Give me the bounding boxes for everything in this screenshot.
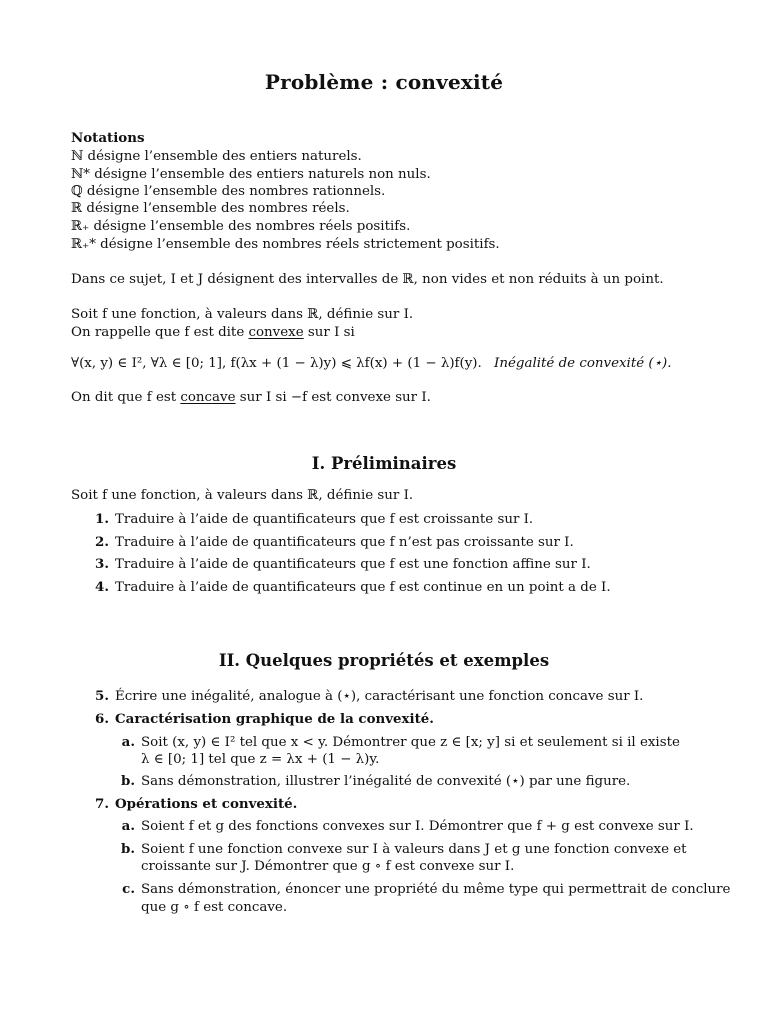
question-item: [71, 688, 643, 705]
question-text: Traduire à l’aide de quantificateurs que f n’est pas croissante sur I.: [115, 535, 574, 550]
subquestion-label: a.: [121, 734, 135, 750]
notation-line: ℝ₊ désigne l’ensemble des nombres réels positifs.: [71, 219, 411, 234]
definition-intro: Soit f une fonction, à valeurs dans ℝ, définie sur I.: [71, 307, 414, 322]
subquestion-item: [71, 818, 694, 835]
question-number: 3.: [95, 556, 109, 572]
section-1-title: I. Préliminaires: [311, 454, 457, 473]
question-item: [71, 796, 297, 813]
subquestion-label: b.: [120, 841, 135, 857]
subquestion-item: [71, 734, 680, 751]
question-item: [71, 579, 611, 596]
question-heading: Opérations et convexité.: [115, 796, 298, 812]
question-item: [71, 511, 533, 528]
section-1-lead: Soit f une fonction, à valeurs dans ℝ, définie sur I.: [71, 488, 414, 503]
recall-prefix: On rappelle que f est dite: [71, 325, 249, 340]
notation-line: ℝ désigne l’ensemble des nombres réels.: [71, 201, 350, 216]
concave-suffix: sur I si −f est convexe sur I.: [235, 390, 431, 405]
subquestion-label: c.: [122, 881, 135, 897]
subquestion-continuation: croissante sur J. Démontrer que g ∘ f est convexe sur I.: [141, 859, 515, 874]
subquestion-continuation: λ ∈ [0; 1] tel que z = λx + (1 − λ)y.: [141, 752, 380, 767]
convexity-recall: [71, 324, 355, 341]
question-number: 7.: [95, 796, 109, 812]
question-item: [71, 556, 591, 573]
notation-line: ℝ₊* désigne l’ensemble des nombres réels strictement positifs.: [71, 237, 500, 252]
subquestion-label: b.: [120, 773, 135, 789]
subquestion-item: [71, 773, 630, 790]
subquestion-continuation: que g ∘ f est concave.: [141, 900, 288, 915]
concave-prefix: On dit que f est: [71, 390, 181, 405]
subquestion-text: Soient f et g des fonctions convexes sur I. Démontrer que f + g est convexe sur I.: [141, 819, 694, 834]
subquestion-text: Soit (x, y) ∈ I² tel que x < y. Démontrer que z ∈ [x; y] si et seulement si il existe: [141, 735, 680, 750]
concave-definition: [71, 389, 431, 406]
convexity-formula: [71, 355, 671, 372]
page-title: Problème : convexité: [264, 70, 504, 94]
section-2-title: II. Quelques propriétés et exemples: [218, 651, 550, 670]
notation-line: ℚ désigne l’ensemble des nombres rationnels.: [71, 184, 386, 199]
question-number: 6.: [95, 711, 109, 727]
subquestion-text: Sans démonstration, énoncer une propriété du même type qui permettrait de conclure: [141, 882, 731, 897]
subquestion-item: [71, 881, 730, 898]
question-number: 5.: [95, 688, 109, 704]
question-heading: Caractérisation graphique de la convexité.: [115, 711, 434, 727]
question-text: Traduire à l’aide de quantificateurs que f est continue en un point a de I.: [115, 580, 611, 595]
notations-heading: Notations: [71, 130, 145, 146]
notation-line: ℕ* désigne l’ensemble des entiers naturels non nuls.: [71, 167, 431, 182]
concave-term: concave: [180, 390, 236, 405]
convexe-term: convexe: [248, 325, 304, 340]
subject-sentence: Dans ce sujet, I et J désignent des intervalles de ℝ, non vides et non réduits à un point.: [71, 272, 664, 287]
recall-suffix: sur I si: [303, 325, 355, 340]
subquestion-label: a.: [121, 818, 135, 834]
formula-body: ∀(x, y) ∈ I², ∀λ ∈ [0; 1], f(λx + (1 − λ)y) ⩽ λf(x) + (1 − λ)f(y).: [71, 356, 482, 371]
question-number: 4.: [95, 579, 109, 595]
notation-line: ℕ désigne l’ensemble des entiers naturels.: [71, 149, 362, 164]
subquestion-item: [71, 841, 687, 858]
question-item: [71, 534, 574, 551]
question-text: Écrire une inégalité, analogue à (⋆), caractérisant une fonction concave sur I.: [115, 689, 644, 704]
question-text: Traduire à l’aide de quantificateurs que f est une fonction affine sur I.: [115, 557, 591, 572]
question-text: Traduire à l’aide de quantificateurs que f est croissante sur I.: [115, 512, 534, 527]
subquestion-text: Sans démonstration, illustrer l’inégalité de convexité (⋆) par une figure.: [141, 774, 631, 789]
question-number: 2.: [95, 534, 109, 550]
formula-tag: Inégalité de convexité (⋆).: [494, 356, 672, 371]
question-item: [71, 711, 434, 728]
subquestion-text: Soient f une fonction convexe sur I à valeurs dans J et g une fonction convexe et: [141, 842, 687, 857]
question-number: 1.: [95, 511, 109, 527]
